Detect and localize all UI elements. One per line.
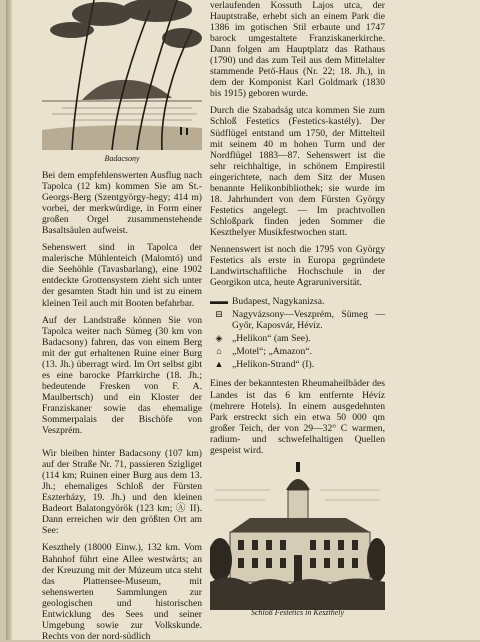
- list-item-restaurant: [210, 333, 385, 344]
- list-item-text: Budapest, Nagykanizsa.: [232, 296, 325, 308]
- paragraph-heviz: Eines der bekanntesten Rheumaheilbäder des Landes ist das 6 km entfernte Hévíz (mehrere Hotels). In einem ausgedehnten Park erstreckt sich ein etwa 50 000 qm großer Teich, der von 29—32° C warmen, radium- und schwefelhaltigen Quellen gespeist wird.: [210, 378, 385, 456]
- bus-icon: ⊟: [215, 309, 223, 320]
- badacsony-drawing: [42, 0, 202, 168]
- hotel-icon: ⌂: [216, 346, 222, 357]
- illustration-caption: Schloß Festetics in Keszthely: [250, 607, 345, 617]
- book-page: [6, 0, 480, 640]
- paragraph-route-71: Wir bleiben hinter Badacsony (107 km) auf der Straße Nr. 71, passieren Szigliget (114 km; Ruinen einer Burg aus dem 13. Jh.; ehemaliges Schloß der Fürsten Eszterházy, 19. Jh.) und den kleinen Badeort Balatongyörök (123 km; Ⓐ II). Dann erreichen wir den größten Ort am See:: [42, 448, 202, 537]
- camping-icon: ▲: [214, 359, 224, 370]
- paragraph-tapolca-excursion: Bei dem empfehlenswerten Ausflug nach Tapolca (12 km) kommen Sie am St.-Georgs-Berg (Szentgyörgy-hegy; 414 m) vorbei, der merkwürdige, in Form einer großen Orgel zusammenstehende Basaltsäulen aufweist.: [42, 170, 202, 237]
- restaurant-icon: ◈: [215, 333, 223, 344]
- festetics-palace-drawing: [210, 460, 385, 610]
- paragraph-keszthely: Keszthely (18000 Einw.), 132 km. Vom Bahnhof führt eine Allee westwärts; an der Kreuzung mit der Múzeum utca steht das Plattensee-Museum, mit sehenswerten Sammlungen zur geologischen und historischen Entwicklung des Sees und seiner Umgebung sowie zur Volkskunde. Rechts von der nord-südlich: [42, 542, 202, 642]
- list-item-hotel: [210, 346, 385, 357]
- paragraph-kossuth-utca: verlaufenden Kossuth Lajos utca, der Hauptstraße, erhebt sich an einem Park die 1386 im gotischen Stil erbaute und 1747 barock umgestaltete Franziskanerkirche. Dann folgen am Hauptplatz das Rathaus (1790) und das zum Teil aus dem Mittelalter stammende Pető-Haus (Nr. 22; 18. Jh.), in dem der Komponist Karl Goldmark (1830 bis 1915) geboren wurde.: [210, 0, 385, 100]
- illustration-caption: Badacsony: [104, 153, 140, 163]
- paragraph-agrarian-college: Nennenswert ist noch die 1795 von György Festetics als erste in Europa gegründete Landwirtschaftliche Hochschule in der Georgikon utca, heute Agraruniversität.: [210, 243, 385, 289]
- list-item-camping: [210, 359, 385, 370]
- list-item-text: „Helikon-Strand“ (I).: [232, 359, 315, 371]
- festetics-palace-illustration: [210, 460, 385, 620]
- page-gutter-shadow: [6, 0, 12, 640]
- paragraph-tapolca-sights: Sehenswert sind in Tapolca der malerische Mühlenteich (Malomtó) und die Seehöhle (Tavasbarlang), eine 1902 entdeckte Grottensystem zieht sich unter der gesamten Stadt hin und ist zu einem kleinen Teil auch mit Booten befahrbar.: [42, 242, 202, 309]
- paragraph-festetics-palace: Durch die Szabadság utca kommen Sie zum Schloß Festetics (Festetics-kastély). Der Südflügel entstand um 1750, der Mittelteil mit seinem 40 m hohen Turm und der Nordflügel 1883—87. Sehenswert ist die sehr reichhaltige, in schönem Empirestil eingerichtete, nach dem Sitz der Musen benannte Helikonbibliothek; sie wurde im 18. Jahrhundert von dem Fürsten György Festetics angelegt. — Im prachtvollen Schloßpark finden jeden Sommer die Keszthelyer Musikfestwochen statt.: [210, 105, 385, 238]
- list-item-train: [210, 296, 385, 307]
- list-item-text: Nagyvázsony—Veszprém, Sümeg —Győr, Kaposvár, Hévíz.: [232, 309, 385, 332]
- list-item-text: „Helikon“ (am See).: [232, 333, 311, 345]
- paragraph-sumeg: Auf der Landstraße können Sie von Tapolca weiter nach Sümeg (30 km von Badacsony) fahren, das von einem Berg mit der gut erhaltenen Ruine einer Burg (13. Jh.) überragt wird. Im Ort selbst gibt es eine barocke Pfarrkirche (18. Jh.; bedeutende Fresken von F. A. Maulbertsch) und ein Kloster der Franziskaner sowie das ehemalige Sommerpalais der Bischöfe von Veszprém.: [42, 314, 202, 437]
- right-column: [210, 0, 385, 620]
- list-item-text: „Motel“; „Amazon“.: [232, 346, 312, 358]
- badacsony-illustration: [42, 0, 202, 168]
- list-item-bus: [210, 309, 385, 331]
- left-column: [42, 0, 202, 642]
- train-icon: ▬▬: [210, 296, 228, 307]
